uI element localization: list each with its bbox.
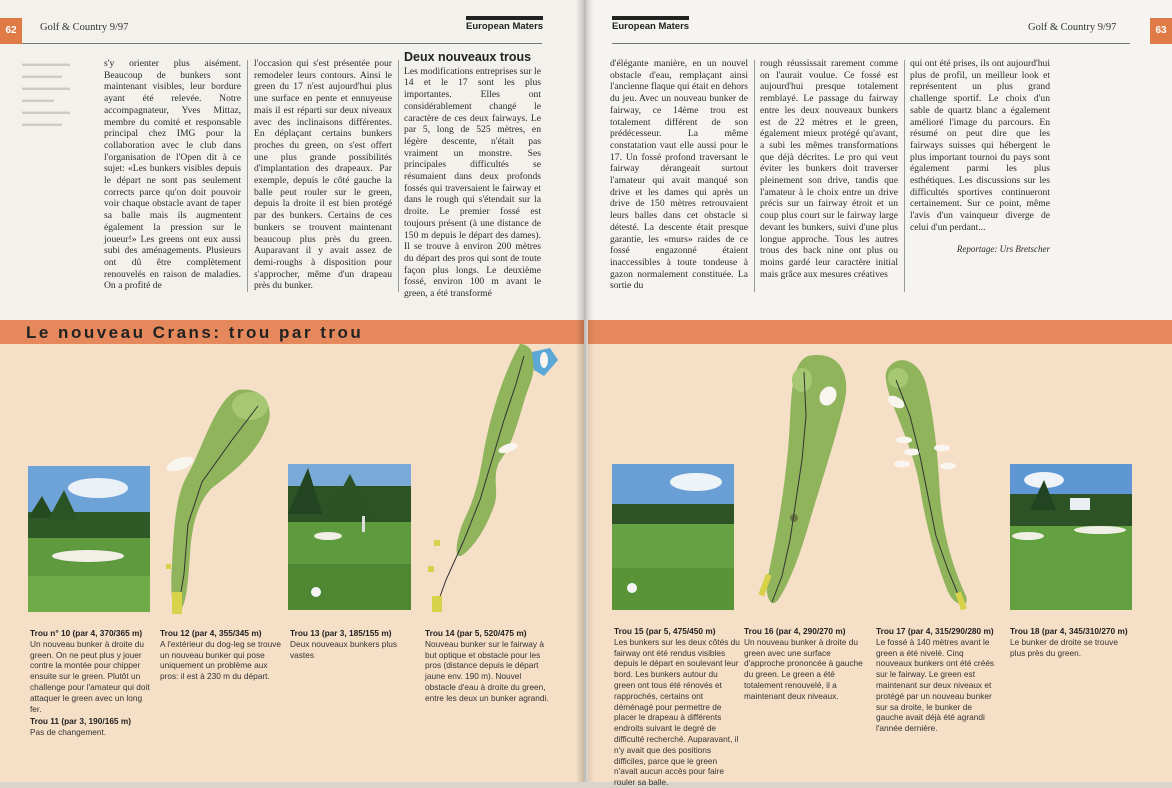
caption-hole-18-title: Trou 18 (par 4, 345/310/270 m) xyxy=(1010,626,1128,636)
photo-hole-15 xyxy=(612,464,734,610)
photo-hole-13-image xyxy=(288,464,411,610)
subheading: Deux nouveaux trous xyxy=(404,50,532,64)
column-divider xyxy=(904,60,905,292)
caption-hole-12-title: Trou 12 (par 4, 355/345 m) xyxy=(160,628,262,638)
photo-hole-15-image xyxy=(612,464,734,610)
caption-hole-16-text: Un nouveau bunker à droite du green avec une surface d'approche prononcée à gauche du green. Le green a été totalement renouvelé, il a maintenant deux niveaux. xyxy=(744,636,863,701)
binding-gutter xyxy=(576,0,594,782)
caption-hole-10 xyxy=(30,628,154,714)
header-rule-left xyxy=(22,43,542,44)
caption-hole-14 xyxy=(425,628,551,704)
feature-title-band-right xyxy=(588,320,1172,344)
article-column-2-right: rough réussissait rarement comme on l'aurait voulue. Ce fossé est aujourd'hui presque totalement remblayé. Le passage du fairway entre les deux nouveaux bunkers est de 22 mètres et le green, également mieux protégé qu'avant, a subi les mêmes transformations que déjà décrites. Le pro qui veut éviter les bunkers doit traverser pleinement son drive, tandis que l'amateur à le choix entre un drive précis sur un fairway étroit et un coup plus court sur le fairway large devant les bunkers, suivi d'une plus longue approche. Tous les autres trous des back nine ont plus ou moins gardé leur caractère initial mais grâce aux mesures créatives xyxy=(760,58,898,280)
faded-sidebar-text: ▬▬▬▬▬▬ ▬▬▬▬▬ ▬▬▬▬▬▬ ▬▬▬▬ ▬▬▬▬▬▬ ▬▬▬▬▬ xyxy=(22,59,70,128)
photo-hole-13 xyxy=(288,464,411,610)
header-section-left: European Maters xyxy=(466,16,543,32)
hole-14-map xyxy=(420,340,560,616)
header-magazine-right: Golf & Country 9/97 xyxy=(1028,22,1117,33)
hole-12-map xyxy=(160,384,275,616)
article-column-2: l'occasion qui s'est présentée pour remodeler leurs contours. Ainsi le green du 17 n'est aujourd'hui plus une surface en pente et ennuyeuse mais il est réparti sur deux niveaux avec des inclinaisons différentes. En déplaçant certains bunkers proches du green, on s'est offert une plus grande possibilités d'implantation des drapeaux. Par exemple, depuis le côté gauche la balle peut rouler sur le green, depuis la droite il est bien protégé par des bunkers. Certains de ces bunkers se trouvent maintenant beaucoup plus près du green. Auparavant il y avait assez de demi-roughs à disposition pour s'approcher, même d'un drapeau près du bunker. xyxy=(254,58,392,292)
article-column-1-right: d'élégante manière, en un nouvel obstacle d'eau, remplaçant ainsi l'ancienne flaque qui était en dehors du jeu. Avec un nouveau bunker de fairway, ce 14ème trou est totalement différent de son prédécesseur. La même constatation vaut elle aussi pour le 17. Un fossé profond traversant le fairway dérangeait surtout l'amateur qui avait manqué son drive et les dames qui après un drive de 150 mètres retrouvaient leurs balles dans cet obstacle si détesté. La descente était presque garantie, les «murs» raides de ce fossé engazonné étaient inaccessibles à toute tondeuse à gazon normalement constituée. La sortie du xyxy=(610,58,748,292)
header-rule-right xyxy=(612,43,1130,44)
photo-hole-18 xyxy=(1010,464,1132,610)
caption-hole-10-text: Un nouveau bunker à droite du green. On ne peut plus y jouer contre la montée pour chipper ensuite sur le green. Plutôt un challenge pour l'amateur qui doit attaquer le green avec un long fer. xyxy=(30,638,150,714)
header-section-right: European Maters xyxy=(612,16,689,32)
caption-hole-17-text: Le fossé à 140 mètres avant le green a été nivelé. Cinq nouveaux bunkers ont été créés sur le fairway. Le green est maintenant sur deux niveaux et protégé par un nouveau bunker sur sa droite, le bunker de gauche avait déjà été agrandi l'année dernière. xyxy=(876,636,995,734)
caption-hole-18-text: Le bunker de droite se trouve plus près du green. xyxy=(1010,636,1118,658)
page-number-right: 63 xyxy=(1150,18,1172,44)
caption-hole-11-text: Pas de changement. xyxy=(30,726,107,737)
article-column-1: s'y orienter plus aisément. Beaucoup de bunkers sont maintenant visibles, leur bordure ayant été relevée. Notre accompagnateur, Yves Mittaz, membre du comité et responsable principal chez IMG pour la collaboration avec le club dans l'organisation de l'Open dit à ce sujet: «Les bunkers visibles depuis le départ ne sont pas seulement corrects parce qu'on doit pouvoir voir chaque obstacle avant de taper sa balle mais ils augmentent également la pression sur le joueur!» Les greens ont eux aussi subi des aménagements. Plusieurs ont dû être complètement renouvelés en raison de maladies. On a profité de xyxy=(104,58,241,292)
column-divider xyxy=(247,60,248,292)
caption-hole-14-title: Trou 14 (par 5, 520/475 m) xyxy=(425,628,527,638)
caption-hole-12 xyxy=(160,628,284,682)
caption-hole-13-text: Deux nouveaux bunkers plus vastes xyxy=(290,638,398,660)
caption-hole-13-title: Trou 13 (par 3, 185/155 m) xyxy=(290,628,392,638)
caption-hole-17-title: Trou 17 (par 4, 315/290/280 m) xyxy=(876,626,994,636)
caption-hole-15-text: Les bunkers sur les deux côtés du fairway ont été rendus visibles depuis le départ en soulevant leur bord. Les bunkers autour du green ont tous été rénovés et rapprochés, certains ont déménagé pour permettre de placer le drapeau à différents endroits suivant le degré de difficulté recherché. Auparavant, il n'y avait que des positions difficiles, parce que le green n'avait aucun accès pour faire rouler sa balle. xyxy=(614,636,740,788)
left-page xyxy=(0,0,584,782)
article-column-3: Deux nouveaux trous Les modifications entreprises sur le 14 et le 17 sont les plus importantes. Elles ont considérablement changé le caractère de ces deux fairways. Le par 5, long de 525 mètres, en légère descente, n'était pas vraiment un monstre. Ses principales difficultés se résumaient dans deux profonds fossés qui traversaient le fairway et dans le rough qui s'étendait sur la droite. Le premier fossé est toujours présent (à une distance de 150 m depuis le départ des dames). Il se trouve à environ 200 mètres du départ des pros qui sont de toute façon plus longs. Le deuxième fossé, environ 100 m avant le green, a été transformé xyxy=(404,50,541,300)
article-column-3-right: qui ont été prises, ils ont aujourd'hui plus de profil, un meilleur look et représentent un plus grand challenge sportif. Le choix d'un sable de quartz blanc a également amélioré l'image du parcours. En résumé on peut dire que les fairways suisses qui hébergent le plus important tournoi du pays sont également parmi les plus esthétiques. Les discussions sur les difficultés sportives continueront certainement. Sur ce point, même l'avis d'un vainqueur diverge de celui d'un perdant... Reportage: Urs Bretscher xyxy=(910,58,1050,254)
caption-hole-15 xyxy=(614,626,740,788)
photo-hole-10 xyxy=(28,466,150,612)
caption-hole-11-title: Trou 11 (par 3, 190/165 m) xyxy=(30,716,131,726)
column-divider xyxy=(398,60,399,292)
caption-hole-13 xyxy=(290,628,414,660)
caption-hole-18 xyxy=(1010,626,1134,658)
caption-hole-17 xyxy=(876,626,1000,734)
caption-hole-16-title: Trou 16 (par 4, 290/270 m) xyxy=(744,626,846,636)
caption-hole-16 xyxy=(744,626,868,702)
column-divider xyxy=(754,60,755,292)
caption-hole-10-title: Trou n° 10 (par 4, 370/365 m) xyxy=(30,628,143,638)
reportage-credit: Reportage: Urs Bretscher xyxy=(956,243,1050,254)
hole-16-map xyxy=(748,350,858,616)
photo-hole-10-image xyxy=(28,466,150,612)
feature-title: Le nouveau Crans: trou par trou xyxy=(26,323,364,342)
caption-hole-15-title: Trou 15 (par 5, 475/450 m) xyxy=(614,626,716,636)
caption-hole-11 xyxy=(30,716,154,738)
right-page xyxy=(588,0,1172,788)
page-number-left: 62 xyxy=(0,18,22,44)
caption-hole-12-text: A l'extérieur du dog-leg se trouve un nouveau bunker qui pose uniquement un problème aux pros: il est à 230 m du départ. xyxy=(160,638,282,682)
caption-hole-14-text: Nouveau bunker sur le fairway à but optique et obstacle pour les pros (distance depuis le départ jaune env. 190 m). Nouvel obstacle d'eau à droite du green, entre les deux un bunker agrandi. xyxy=(425,638,549,703)
photo-hole-18-image xyxy=(1010,464,1132,610)
hole-17-map xyxy=(874,356,994,616)
header-magazine-left: Golf & Country 9/97 xyxy=(40,22,129,33)
